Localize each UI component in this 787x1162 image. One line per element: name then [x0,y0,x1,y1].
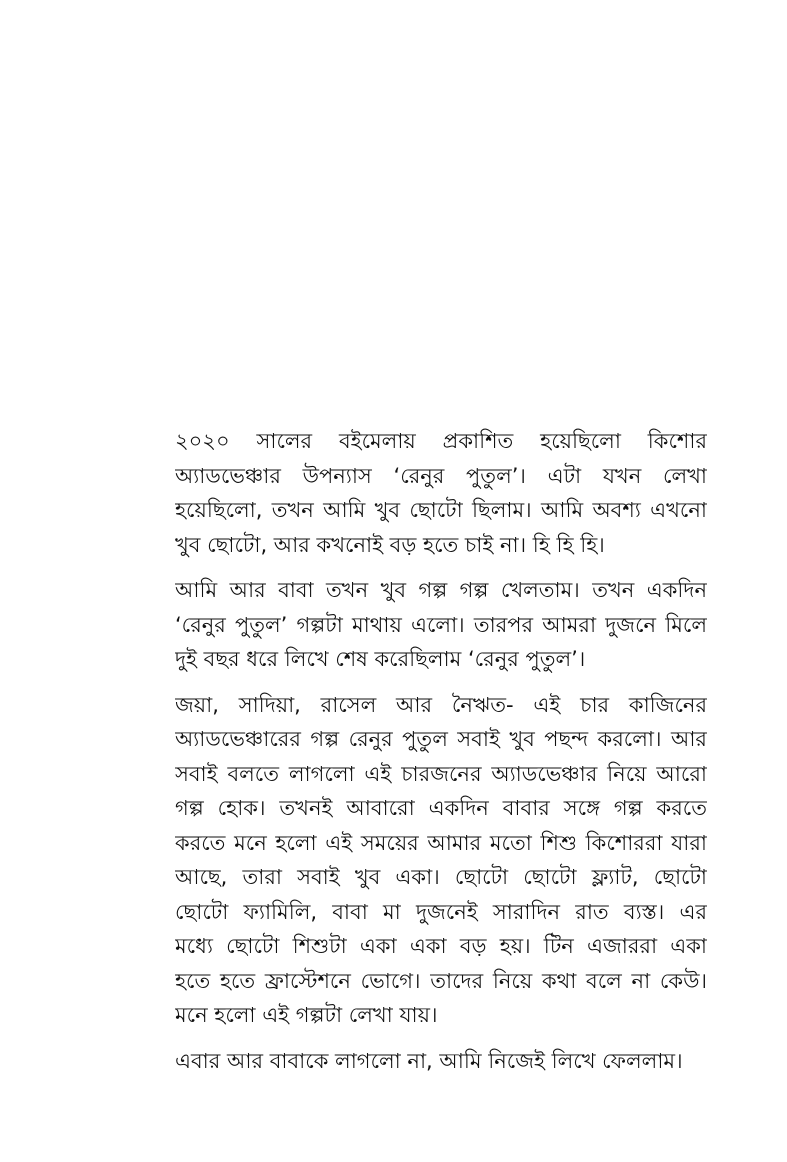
text-line: হয়েছিলো, তখন আমি খুব ছোটো ছিলাম। আমি অবশ্য এখনো [175,498,707,522]
body-text [175,424,707,1089]
text-line: সবাই বলতে লাগলো এই চারজনের অ্যাডভেঞ্চার নিয়ে আরো [175,761,707,786]
text-line: গল্প হোক। তখনই আবারো একদিন বাবার সঙ্গে গল্প করতে [175,796,707,820]
paragraph-3 [175,688,707,1033]
paragraph-2 [175,573,707,677]
text-line: অ্যাডভেঞ্চারের গল্প রেনুর পুতুল সবাই খুব পছন্দ করলো। আর [175,727,707,751]
text-line: মধ্যে ছোটো শিশুটা একা একা বড় হয়। টিন এজাররা একা [175,934,707,958]
text-line: আমি আর বাবা তখন খুব গল্প গল্প খেলতাম। তখন একদিন [175,578,707,602]
text-line: ‘রেনুর পুতুল’ গল্পটা মাথায় এলো। তারপর আমরা দুজনে মিলে [175,612,707,637]
text-line: করতে মনে হলো এই সময়ের আমার মতো শিশু কিশোররা যারা [175,830,707,855]
text-line: এবার আর বাবাকে লাগলো না, আমি নিজেই লিখে ফেললাম। [175,1048,683,1073]
text-line: অ্যাডভেঞ্চার উপন্যাস ‘রেনুর পুতুল’। এটা যখন লেখা [175,463,707,488]
text-line: হতে হতে ফ্রাস্টেশনে ভোগে। তাদের নিয়ে কথা বলে না কেউ। [175,968,707,993]
text-line: আছে, তারা সবাই খুব একা। ছোটো ছোটো ফ্ল্যাট, ছোটো [175,865,707,889]
text-line: ছোটো ফ্যামিলি, বাবা মা দুজনেই সারাদিন রাত ব্যস্ত। এর [175,899,707,924]
text-line: জয়া, সাদিয়া, রাসেল আর নৈঋত- এই চার কাজিনের [175,692,707,717]
paragraph-4 [175,1044,707,1079]
text-line: দুই বছর ধরে লিখে শেষ করেছিলাম ‘রেনুর পুতুল’। [175,647,586,671]
text-line: ২০২০ সালের বইমেলায় প্রকাশিত হয়েছিলো কিশোর [175,429,707,453]
text-line: খুব ছোটো, আর কখনোই বড় হতে চাই না। হি হি হি। [175,532,605,557]
paragraph-1 [175,424,707,562]
text-line: মনে হলো এই গল্পটা লেখা যায়। [175,1003,438,1027]
